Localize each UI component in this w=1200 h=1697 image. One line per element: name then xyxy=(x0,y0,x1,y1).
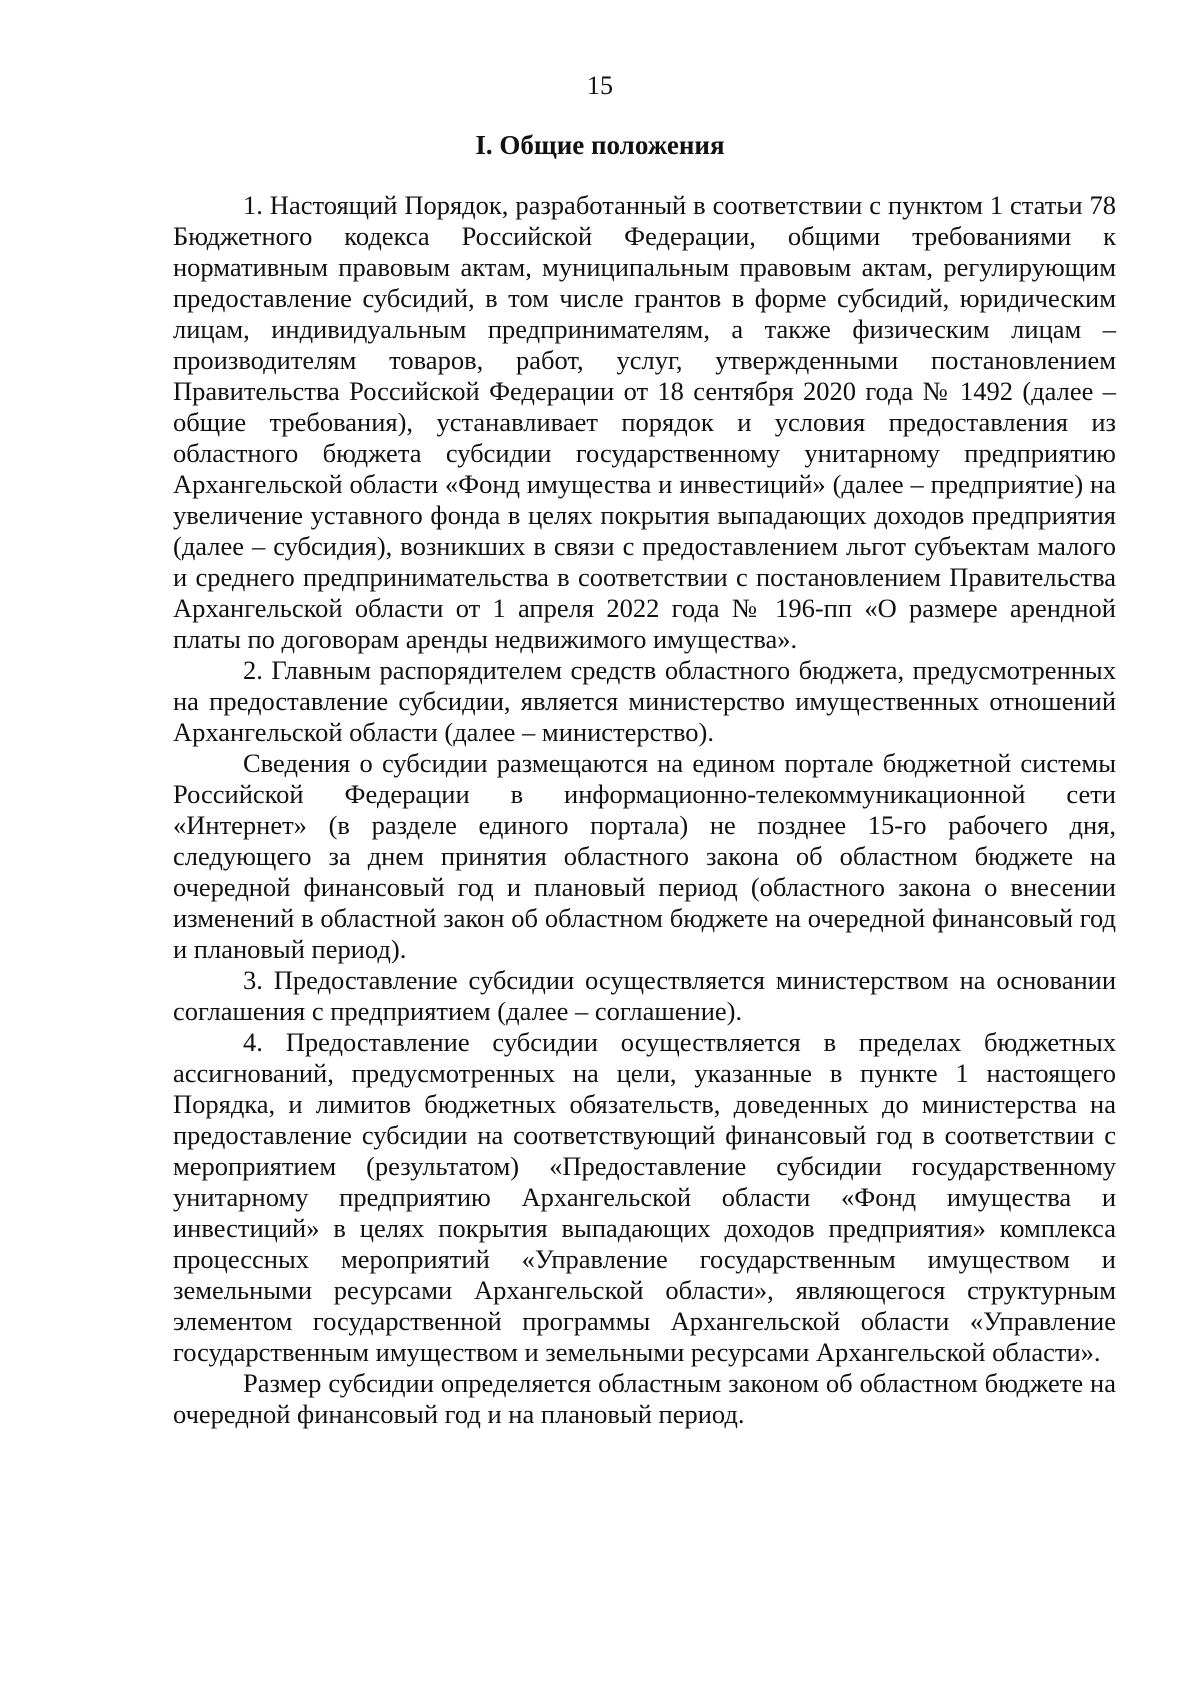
document-body xyxy=(173,190,1116,1430)
paragraph-1: 1. Настоящий Порядок, разработанный в соответствии с пунктом 1 статьи 78 Бюджетного кодекса Российской Федерации, общими требованиями к нормативным правовым актам, муниципальным правовым актам, регулирующим предоставление субсидий, в том числе грантов в форме субсидий, юридическим лицам, индивидуальным предпринимателям, а также физическим лицам – производителям товаров, работ, услуг, утвержденными постановлением Правительства Российской Федерации от 18 сентября 2020 года № 1492 (далее – общие требования), устанавливает порядок и условия предоставления из областного бюджета субсидии государственному унитарному предприятию Архангельской области «Фонд имущества и инвестиций» (далее – предприятие) на увеличение уставного фонда в целях покрытия выпадающих доходов предприятия (далее – субсидия), возникших в связи с предоставлением льгот субъектам малого и среднего предпринимательства в соответствии с постановлением Правительства Архангельской области от 1 апреля 2022 года № 196-пп «О размере арендной платы по договорам аренды недвижимого имущества». xyxy=(173,190,1116,654)
paragraph-2-info: Сведения о субсидии размещаются на едином портале бюджетной системы Российской Федерации в информационно-телекоммуникационной сети «Интернет» (в разделе единого портала) не позднее 15-го рабочего дня, следующего за днем принятия областного закона об областном бюджете на очередной финансовый год и плановый период (областного закона о внесении изменений в областной закон об областном бюджете на очередной финансовый год и плановый период). xyxy=(173,748,1116,964)
section-title: I. Общие положения xyxy=(475,130,725,160)
paragraph-4: 4. Предоставление субсидии осуществляется в пределах бюджетных ассигнований, предусмотренных на цели, указанные в пункте 1 настоящего Порядка, и лимитов бюджетных обязательств, доведенных до министерства на предоставление субсидии на соответствующий финансовый год в соответствии с мероприятием (результатом) «Предоставление субсидии государственному унитарному предприятию Архангельской области «Фонд имущества и инвестиций» в целях покрытия выпадающих доходов предприятия» комплекса процессных мероприятий «Управление государственным имуществом и земельными ресурсами Архангельской области», являющегося структурным элементом государственной программы Архангельской области «Управление государственным имуществом и земельными ресурсами Архангельской области». xyxy=(173,1027,1116,1367)
paragraph-4-amount: Размер субсидии определяется областным законом об областном бюджете на очередной финансовый год и на плановый период. xyxy=(173,1368,1116,1429)
paragraph-2: 2. Главным распорядителем средств областного бюджета, предусмотренных на предоставление субсидии, является министерство имущественных отношений Архангельской области (далее – министерство). xyxy=(173,655,1116,747)
paragraph-3: 3. Предоставление субсидии осуществляется министерством на основании соглашения с предприятием (далее – соглашение). xyxy=(173,965,1116,1026)
page-number: 15 xyxy=(587,71,613,100)
